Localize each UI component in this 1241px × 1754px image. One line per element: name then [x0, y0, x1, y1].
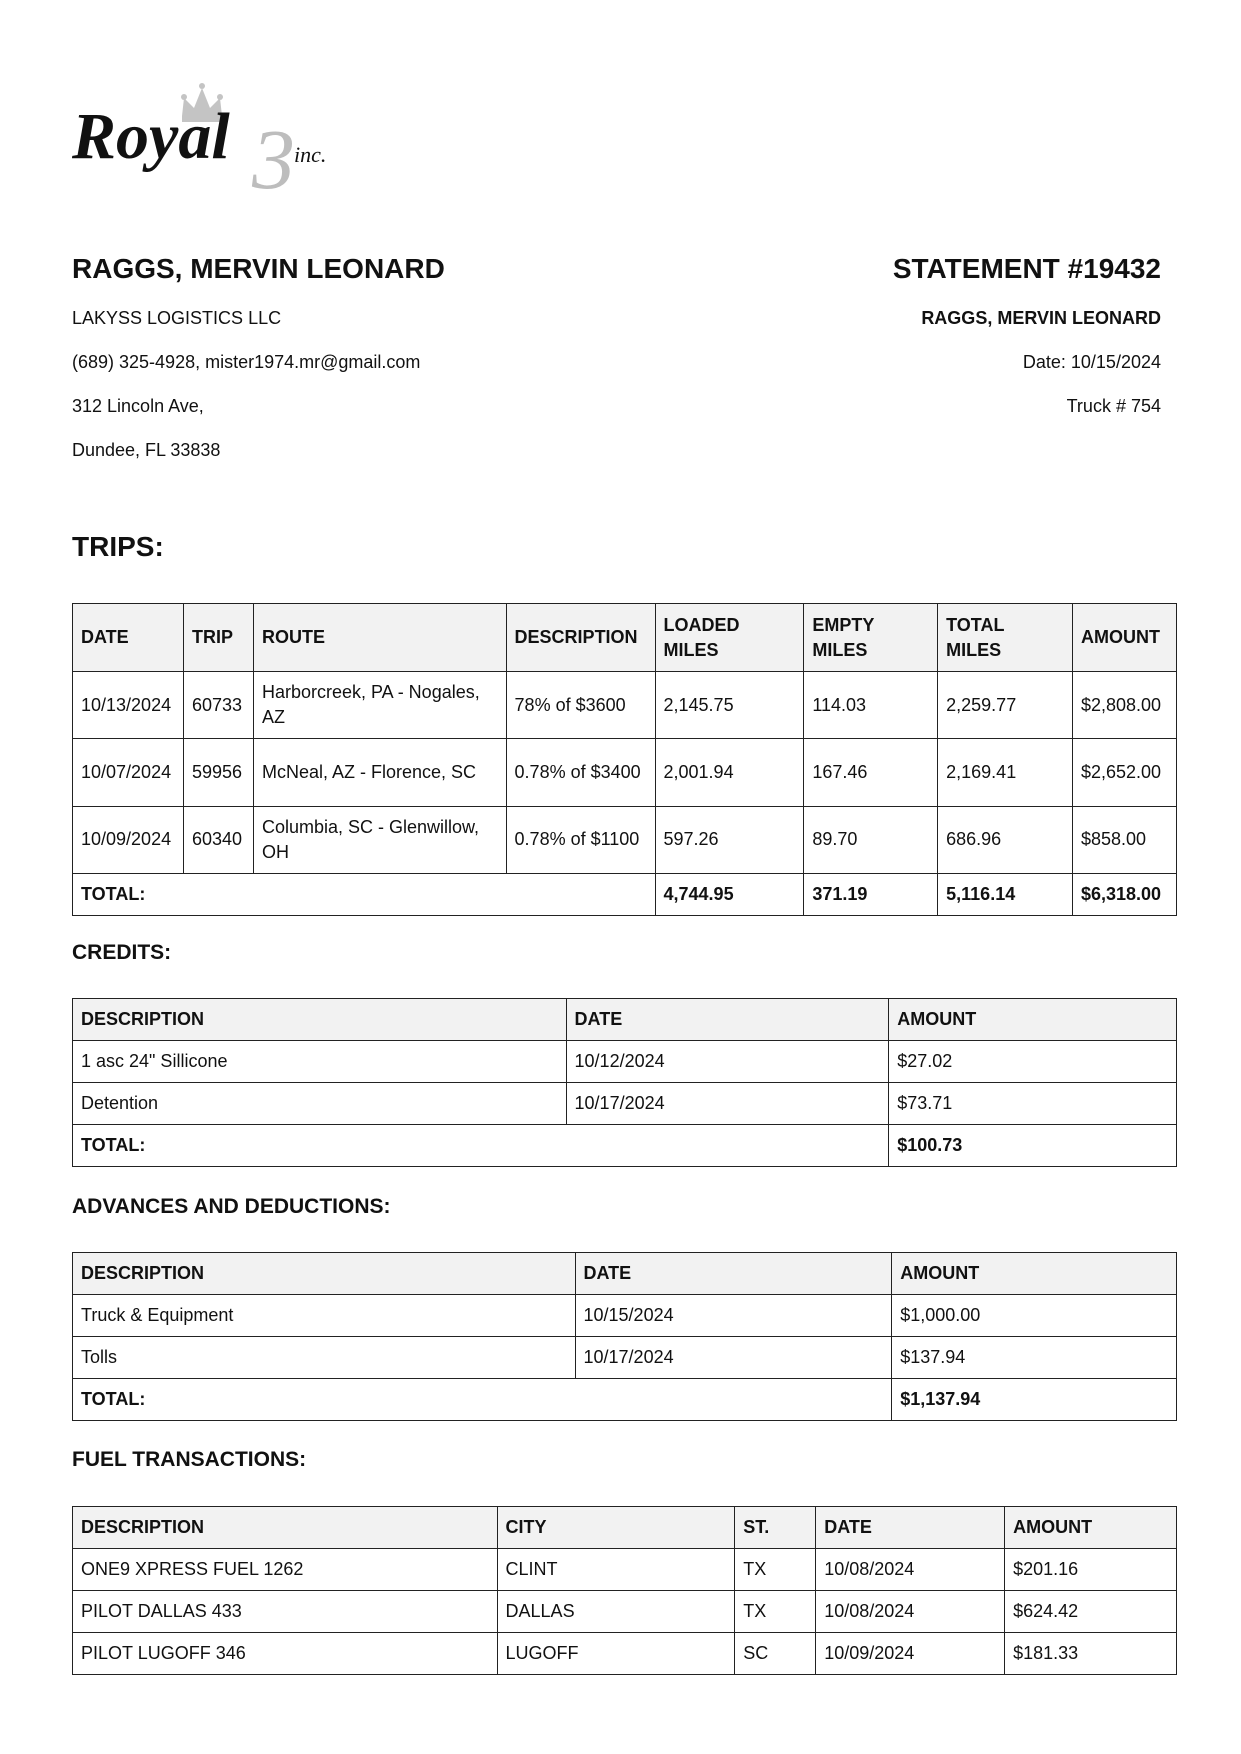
table-row [73, 1633, 1177, 1675]
table-row [73, 1591, 1177, 1633]
table-cell: 10/17/2024 [575, 1337, 892, 1379]
total-empty-miles: 371.19 [804, 873, 938, 915]
table-cell: $1,000.00 [892, 1295, 1177, 1337]
table-cell: $137.94 [892, 1337, 1177, 1379]
table-cell: 10/12/2024 [566, 1041, 889, 1083]
table-header-row [73, 1253, 1177, 1295]
table-cell: 114.03 [804, 672, 938, 739]
table-row [73, 806, 1177, 873]
fuel-heading: FUEL TRANSACTIONS: [72, 1448, 307, 1471]
table-cell: 10/17/2024 [566, 1083, 889, 1125]
column-header: EMPTY MILES [804, 604, 938, 672]
table-cell: DALLAS [497, 1591, 735, 1633]
column-header: LOADED MILES [655, 604, 804, 672]
table-cell: 78% of $3600 [506, 672, 655, 739]
table-cell: $181.33 [1005, 1633, 1177, 1675]
total-amount: $1,137.94 [892, 1379, 1177, 1421]
column-header: AMOUNT [1072, 604, 1176, 672]
table-cell: $2,652.00 [1072, 739, 1176, 806]
table-row [73, 1041, 1177, 1083]
table-header-row [73, 604, 1177, 672]
column-header: DATE [816, 1507, 1005, 1549]
column-header: TRIP [183, 604, 253, 672]
table-cell: 10/15/2024 [575, 1295, 892, 1337]
table-cell: 1 asc 24" Sillicone [73, 1041, 567, 1083]
table-cell: 10/09/2024 [73, 806, 184, 873]
table-cell: $27.02 [889, 1041, 1177, 1083]
table-cell: SC [735, 1633, 816, 1675]
table-cell: PILOT LUGOFF 346 [73, 1633, 498, 1675]
table-cell: 0.78% of $3400 [506, 739, 655, 806]
table-header-row [73, 1507, 1177, 1549]
table-cell: 60340 [183, 806, 253, 873]
table-cell: 10/08/2024 [816, 1591, 1005, 1633]
table-cell: $858.00 [1072, 806, 1176, 873]
column-header: DESCRIPTION [73, 1507, 498, 1549]
table-cell: 10/07/2024 [73, 739, 184, 806]
column-header: DESCRIPTION [73, 1253, 576, 1295]
advances-heading: ADVANCES AND DEDUCTIONS: [72, 1195, 391, 1218]
table-cell: $201.16 [1005, 1549, 1177, 1591]
total-label: TOTAL: [73, 1125, 889, 1167]
statement-truck: Truck # 754 [1066, 396, 1161, 416]
total-loaded-miles: 4,744.95 [655, 873, 804, 915]
table-cell: 10/08/2024 [816, 1549, 1005, 1591]
total-row [73, 873, 1177, 915]
table-cell: TX [735, 1591, 816, 1633]
table-cell: Tolls [73, 1337, 576, 1379]
table-cell: ONE9 XPRESS FUEL 1262 [73, 1549, 498, 1591]
company-logo [72, 76, 392, 196]
driver-address-line-1: 312 Lincoln Ave, [72, 396, 204, 416]
trips-table [72, 603, 1177, 916]
column-header: AMOUNT [1005, 1507, 1177, 1549]
table-cell: 10/09/2024 [816, 1633, 1005, 1675]
column-header: AMOUNT [889, 999, 1177, 1041]
table-cell: PILOT DALLAS 433 [73, 1591, 498, 1633]
column-header: DATE [575, 1253, 892, 1295]
driver-contact: (689) 325-4928, mister1974.mr@gmail.com [72, 352, 421, 372]
table-cell: 0.78% of $1100 [506, 806, 655, 873]
table-row [73, 1295, 1177, 1337]
table-cell: 2,169.41 [938, 739, 1073, 806]
statement-driver-name: RAGGS, MERVIN LEONARD [921, 308, 1161, 328]
table-header-row [73, 999, 1177, 1041]
table-cell: $2,808.00 [1072, 672, 1176, 739]
column-header: TOTAL MILES [938, 604, 1073, 672]
table-cell: Harborcreek, PA - Nogales, AZ [253, 672, 506, 739]
total-amount: $6,318.00 [1072, 873, 1176, 915]
column-header: CITY [497, 1507, 735, 1549]
table-cell: 167.46 [804, 739, 938, 806]
table-cell: Columbia, SC - Glenwillow, OH [253, 806, 506, 873]
table-cell: Truck & Equipment [73, 1295, 576, 1337]
table-cell: TX [735, 1549, 816, 1591]
table-cell: 59956 [183, 739, 253, 806]
table-cell: 60733 [183, 672, 253, 739]
column-header: ROUTE [253, 604, 506, 672]
logo-suffix: inc. [294, 142, 327, 167]
driver-address-line-2: Dundee, FL 33838 [72, 440, 221, 460]
statement-info [601, 250, 1161, 428]
table-cell: LUGOFF [497, 1633, 735, 1675]
logo-numeral: 3 [252, 111, 295, 196]
table-cell: 2,259.77 [938, 672, 1073, 739]
column-header: DESCRIPTION [506, 604, 655, 672]
table-row [73, 1083, 1177, 1125]
statement-title: STATEMENT #19432 [892, 253, 1161, 284]
table-cell: 597.26 [655, 806, 804, 873]
table-cell: 89.70 [804, 806, 938, 873]
column-header: ST. [735, 1507, 816, 1549]
column-header: DATE [566, 999, 889, 1041]
total-amount: $100.73 [889, 1125, 1177, 1167]
credits-table [72, 998, 1177, 1167]
table-cell: 686.96 [938, 806, 1073, 873]
table-cell: 10/13/2024 [73, 672, 184, 739]
advances-table [72, 1252, 1177, 1421]
total-label: TOTAL: [73, 873, 656, 915]
total-label: TOTAL: [73, 1379, 892, 1421]
statement-date: Date: 10/15/2024 [1022, 352, 1161, 372]
driver-company: LAKYSS LOGISTICS LLC [72, 308, 282, 328]
column-header: DATE [73, 604, 184, 672]
column-header: DESCRIPTION [73, 999, 567, 1041]
table-row [73, 1549, 1177, 1591]
table-cell: CLINT [497, 1549, 735, 1591]
total-row [73, 1379, 1177, 1421]
driver-info [72, 250, 632, 472]
table-cell: Detention [73, 1083, 567, 1125]
total-miles: 5,116.14 [938, 873, 1073, 915]
fuel-table [72, 1506, 1177, 1675]
table-row [73, 672, 1177, 739]
table-cell: $73.71 [889, 1083, 1177, 1125]
trips-heading: TRIPS: [72, 531, 164, 562]
table-row [73, 739, 1177, 806]
table-row [73, 1337, 1177, 1379]
column-header: AMOUNT [892, 1253, 1177, 1295]
table-cell: McNeal, AZ - Florence, SC [253, 739, 506, 806]
table-cell: 2,145.75 [655, 672, 804, 739]
table-cell: $624.42 [1005, 1591, 1177, 1633]
total-row [73, 1125, 1177, 1167]
driver-name: RAGGS, MERVIN LEONARD [72, 253, 445, 284]
logo-wordmark: Royal [72, 100, 230, 173]
credits-heading: CREDITS: [72, 941, 172, 964]
table-cell: 2,001.94 [655, 739, 804, 806]
